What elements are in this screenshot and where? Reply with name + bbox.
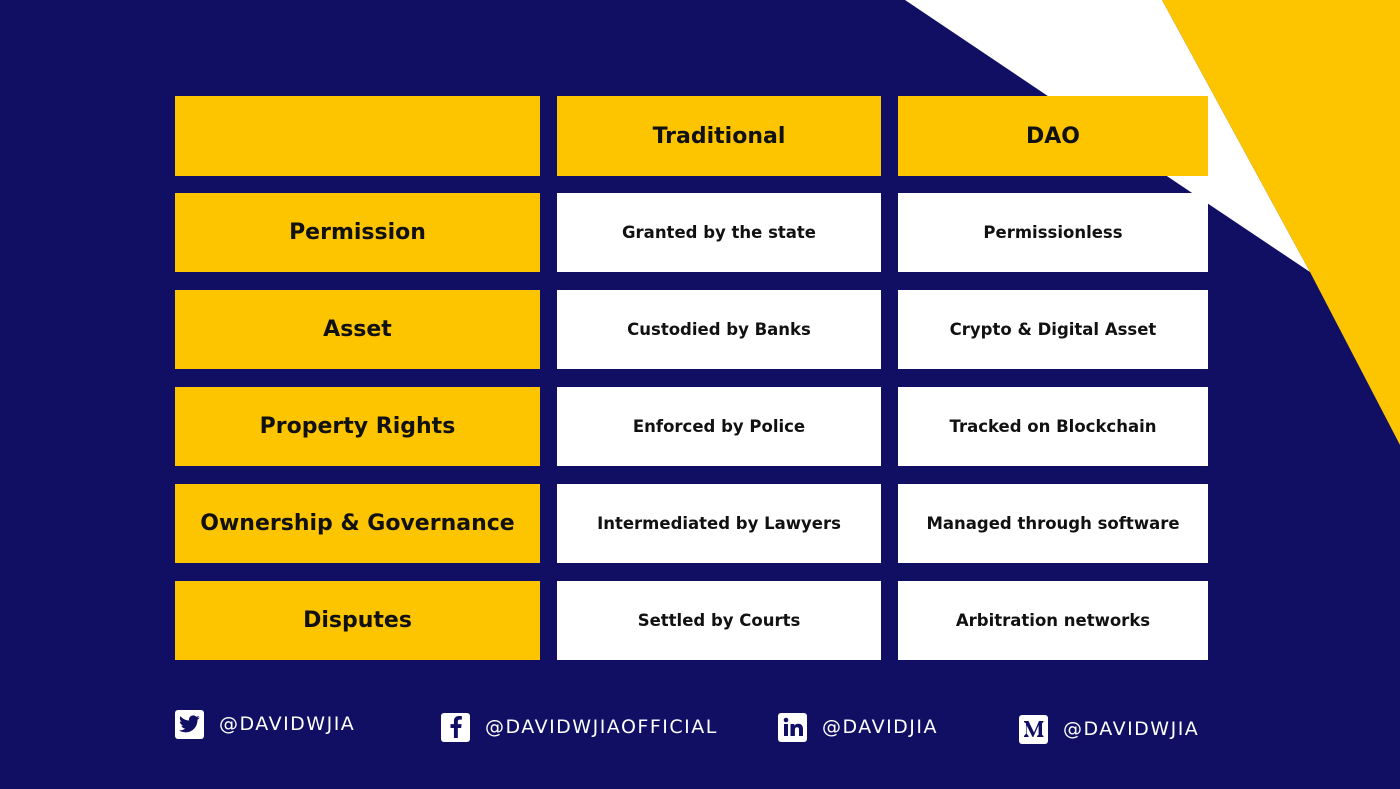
row-label-permission: Permission [175, 193, 540, 272]
traditional-property-rights: Enforced by Police [557, 387, 881, 466]
traditional-asset: Custodied by Banks [557, 290, 881, 369]
dao-asset: Crypto & Digital Asset [898, 290, 1208, 369]
linkedin-icon [778, 713, 807, 742]
traditional-disputes: Settled by Courts [557, 581, 881, 660]
dao-property-rights: Tracked on Blockchain [898, 387, 1208, 466]
dao-permission: Permissionless [898, 193, 1208, 272]
row-label-disputes: Disputes [175, 581, 540, 660]
header-corner-cell [175, 96, 540, 176]
row-label-ownership-governance: Ownership & Governance [175, 484, 540, 563]
facebook-handle: @DAVIDWJIAOFFICIAL [485, 716, 718, 738]
traditional-permission: Granted by the state [557, 193, 881, 272]
social-medium[interactable] [1019, 713, 1199, 745]
dao-disputes: Arbitration networks [898, 581, 1208, 660]
header-dao: DAO [898, 96, 1208, 176]
medium-icon [1019, 715, 1048, 744]
row-label-asset: Asset [175, 290, 540, 369]
linkedin-handle: @DAVIDJIA [822, 716, 939, 738]
twitter-handle: @DAVIDWJIA [219, 713, 356, 735]
header-traditional: Traditional [557, 96, 881, 176]
row-label-property-rights: Property Rights [175, 387, 540, 466]
social-facebook[interactable] [441, 711, 718, 743]
twitter-icon [175, 710, 204, 739]
social-twitter[interactable] [175, 708, 355, 740]
social-linkedin[interactable] [778, 711, 938, 743]
traditional-ownership-governance: Intermediated by Lawyers [557, 484, 881, 563]
facebook-icon [441, 713, 470, 742]
dao-ownership-governance: Managed through software [898, 484, 1208, 563]
medium-handle: @DAVIDWJIA [1063, 718, 1200, 740]
